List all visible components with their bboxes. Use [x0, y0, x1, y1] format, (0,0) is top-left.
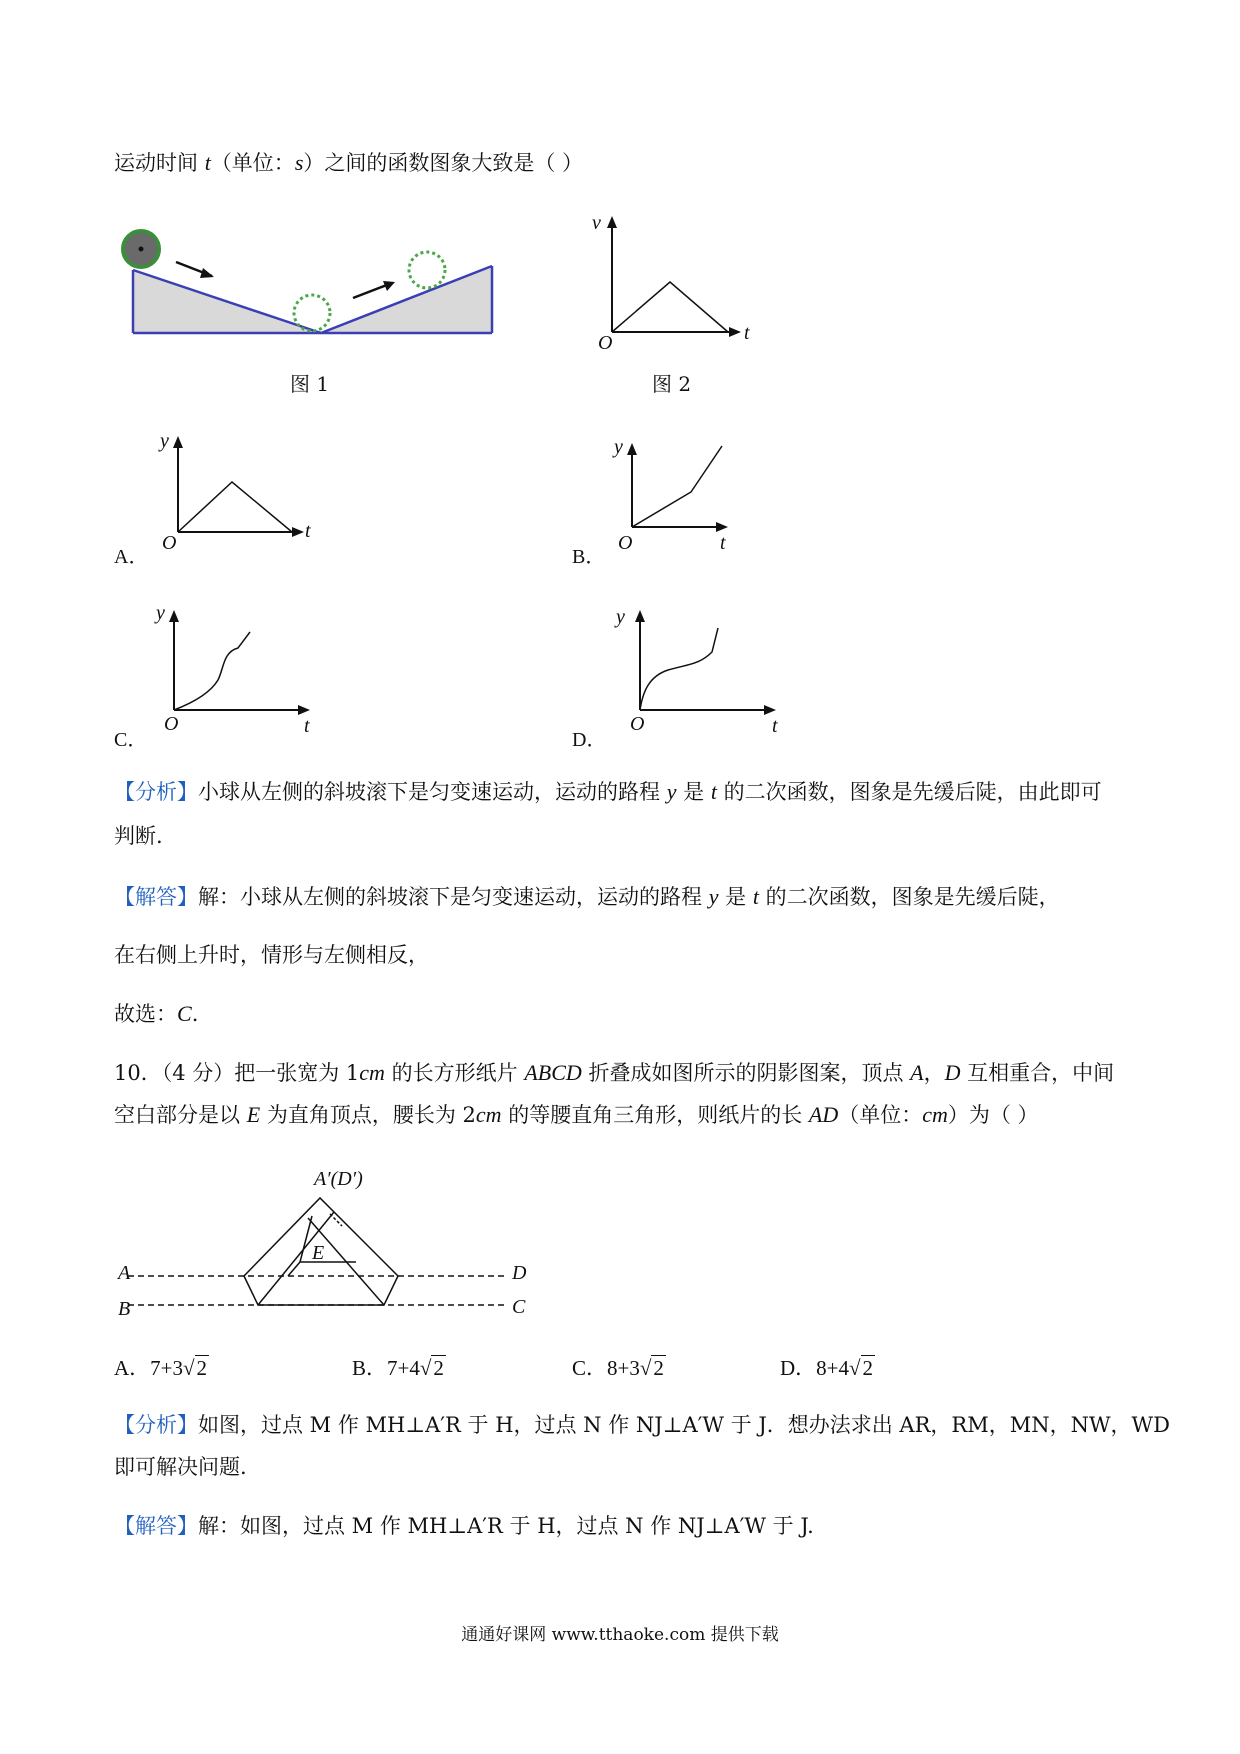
option-a-letter: A．	[114, 546, 149, 568]
option-letter: C．	[572, 1356, 608, 1380]
text: 如图，过点 M 作 MH⊥A′R 于 H，过点 N 作 NJ⊥A′W 于 J．想办法求出 AR，RM，MN，NW，WD	[198, 1413, 1170, 1437]
label-c: C	[512, 1296, 526, 1318]
var-t: t	[204, 150, 211, 175]
radicand: 2	[196, 1356, 208, 1380]
unit: cm	[922, 1102, 948, 1127]
q9-solution-line1	[114, 882, 1060, 912]
fig2-v-label: v	[592, 212, 601, 234]
option-d-t: t	[772, 715, 778, 737]
solution-tag: 【解答】	[114, 885, 198, 909]
label-a: A	[118, 1262, 131, 1284]
figure-folded-strip	[0, 0, 1, 1]
radicand: 2	[862, 1356, 874, 1380]
option-value: 7+4	[387, 1356, 420, 1380]
q10-option-d	[780, 1352, 875, 1382]
option-value: 8+3	[607, 1356, 640, 1380]
q10-analysis-line2: 即可解决问题.	[114, 1455, 247, 1479]
text: 为直角顶点，腰长为 2	[260, 1103, 476, 1127]
answer: C	[177, 1001, 192, 1026]
text: 的二次函数，图象是先缓后陡，	[758, 885, 1060, 909]
text: ，	[923, 1061, 945, 1085]
q9-analysis-line2: 判断.	[114, 824, 163, 848]
text: 是	[676, 780, 711, 804]
option-b-letter: B．	[572, 546, 606, 568]
sqrt-symbol: √2	[419, 1356, 444, 1380]
label-e: E	[312, 1242, 325, 1264]
var: E	[246, 1102, 261, 1127]
q10-option-c	[572, 1352, 666, 1382]
var: A	[910, 1060, 924, 1085]
analysis-tag: 【分析】	[114, 780, 198, 804]
option-c-y: y	[156, 602, 165, 624]
var: D	[944, 1060, 961, 1085]
text: 解：如图，过点 M 作 MH⊥A′R 于 H，过点 N 作 NJ⊥A′W 于 J.	[198, 1514, 814, 1538]
text: 故选：	[114, 1002, 177, 1026]
fig2-origin-label: O	[598, 332, 613, 354]
text: （单位：	[838, 1103, 923, 1127]
option-value: 8+4	[816, 1356, 850, 1380]
option-d-origin: O	[630, 713, 645, 735]
option-value: 7+3	[150, 1356, 184, 1380]
text: 10．（4 分）把一张宽为 1	[114, 1061, 360, 1085]
q10-analysis-line1	[114, 1410, 1170, 1440]
radicand: 2	[433, 1356, 444, 1380]
sqrt-symbol: √2	[849, 1356, 874, 1380]
q9-solution-line2: 在右侧上升时，情形与左侧相反，	[114, 943, 429, 967]
var: AD	[808, 1102, 839, 1127]
option-letter: A．	[114, 1356, 151, 1380]
text: 运动时间	[114, 151, 205, 175]
figure-1-caption: 图 1	[290, 372, 330, 396]
option-b-t: t	[720, 532, 726, 554]
unit: cm	[359, 1060, 385, 1085]
option-letter: B．	[352, 1356, 388, 1380]
q10-option-b	[352, 1352, 446, 1382]
q9-analysis-line1	[114, 777, 1102, 807]
q9-line1	[114, 148, 583, 178]
sqrt-symbol: √2	[639, 1356, 664, 1380]
option-a-y: y	[160, 430, 169, 452]
text: .	[191, 1002, 199, 1026]
q10-line2	[114, 1100, 1039, 1130]
radicand: 2	[653, 1356, 664, 1380]
var-y: y	[666, 779, 677, 804]
var-t: t	[710, 779, 717, 804]
option-d-y: y	[616, 606, 625, 628]
option-a-origin: O	[162, 532, 177, 554]
option-letter: D．	[780, 1356, 817, 1380]
text: 的等腰直角三角形，则纸片的长	[501, 1103, 809, 1127]
option-a-t: t	[305, 520, 311, 542]
label-d: D	[512, 1262, 527, 1284]
text: 折叠成如图所示的阴影图案，顶点	[581, 1061, 911, 1085]
text: ）之间的函数图象大致是（ ）	[303, 151, 584, 175]
q10-solution-line1	[114, 1511, 814, 1541]
option-c-letter: C．	[114, 729, 148, 751]
page-footer: 通通好课网 www.tthaoke.com 提供下载	[461, 1625, 779, 1645]
sqrt-symbol: √2	[183, 1356, 208, 1380]
text: 小球从左侧的斜坡滚下是匀变速运动，运动的路程	[198, 780, 667, 804]
q9-solution-line3	[114, 999, 198, 1029]
unit: cm	[475, 1102, 502, 1127]
solution-tag: 【解答】	[114, 1514, 198, 1538]
option-d-letter: D．	[572, 729, 607, 751]
text: （单位：	[210, 151, 295, 175]
text: 是	[718, 885, 753, 909]
var-t: t	[752, 884, 759, 909]
option-c-origin: O	[164, 713, 179, 735]
text: 的长方形纸片	[384, 1061, 525, 1085]
var: ABCD	[524, 1060, 582, 1085]
var-y: y	[708, 884, 719, 909]
label-b: B	[118, 1298, 131, 1320]
q10-line1	[114, 1058, 1114, 1088]
text: 解：小球从左侧的斜坡滚下是匀变速运动，运动的路程	[198, 885, 709, 909]
option-b-y: y	[614, 436, 623, 458]
q10-option-a	[114, 1352, 209, 1382]
option-c-t: t	[304, 715, 310, 737]
analysis-tag: 【分析】	[114, 1413, 198, 1437]
var-s: s	[294, 150, 304, 175]
text: 的二次函数，图象是先缓后陡，由此即可	[716, 780, 1102, 804]
text: 空白部分是以	[114, 1103, 247, 1127]
option-b-origin: O	[618, 532, 633, 554]
label-a-prime-d-prime: A′(D′)	[314, 1168, 363, 1190]
fig2-t-label: t	[744, 322, 750, 344]
text: 互相重合，中间	[960, 1061, 1115, 1085]
figure-2-caption: 图 2	[652, 372, 692, 396]
text: ）为（ ）	[947, 1103, 1039, 1127]
